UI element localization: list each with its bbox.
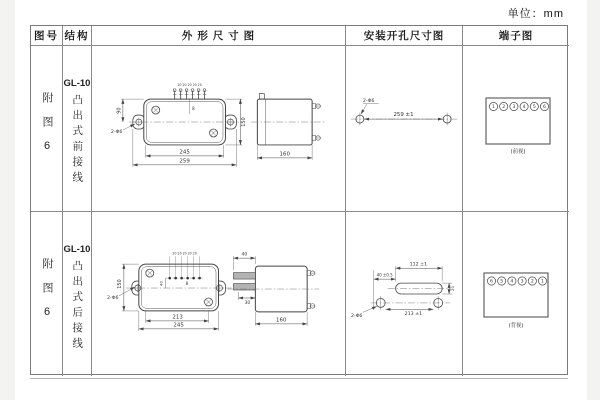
dim-160-label: 160 (279, 150, 290, 157)
row2-terminal-cell (463, 212, 569, 376)
dim-40-offset-label: 40 ±0.5 (376, 272, 393, 278)
sheet-bottom-rule (30, 378, 568, 379)
terminal-circle (540, 102, 548, 110)
unit-label: 单位：mm (507, 8, 564, 20)
terminal-pitch-label: 20 20 20 20 20 (177, 82, 202, 87)
row2-model: GL-10 (63, 244, 91, 255)
svg-text:4: 4 (522, 104, 526, 110)
terminal-circle (489, 102, 497, 110)
side-mount-screw (307, 303, 315, 308)
page-edge-right (587, 0, 600, 400)
row1-structure-text: 凸出式前接线 (71, 94, 84, 187)
row1-figure-no-text: 附图6 (41, 92, 53, 165)
row1-terminal-diagram (463, 46, 569, 212)
dim-160-label: 160 (276, 317, 287, 324)
svg-text:6: 6 (543, 104, 546, 110)
dim-150-label: 150 (240, 116, 247, 127)
dim-213-label: 213 ±1 (404, 311, 423, 317)
terminal-circle (528, 277, 536, 285)
terminal-circle (518, 277, 526, 285)
svg-text:4: 4 (510, 279, 514, 285)
dim-30-label: 30 (244, 300, 251, 306)
row2-figure-no (31, 212, 63, 376)
view-caption: (背视) (508, 323, 524, 329)
dim-8-label: 8 (185, 281, 189, 287)
terminal-circle (487, 277, 495, 285)
row1-install-drawing (346, 46, 462, 212)
dim-213-label: 213 (172, 314, 183, 321)
terminal-circle (498, 277, 506, 285)
svg-text:5: 5 (532, 104, 536, 110)
svg-text:3: 3 (512, 104, 516, 110)
hole-spec-label: 2-Φ6 (362, 98, 375, 104)
header-figure-no: 图号 (31, 26, 63, 46)
rear-terminal-studs (233, 273, 255, 290)
svg-text:6: 6 (490, 279, 493, 285)
terminal-circle (508, 277, 516, 285)
terminal-circle (530, 102, 538, 110)
row2-outline-drawing (92, 212, 345, 376)
terminal-circle (538, 277, 546, 285)
side-terminal-screw (312, 103, 321, 108)
dim-259-label: 259 ±1 (393, 111, 414, 118)
terminal-circle (520, 102, 528, 110)
spec-table (30, 25, 568, 375)
dim-112-label: 112 ±1 (409, 262, 428, 268)
header-install: 安装开孔尺寸图 (346, 26, 463, 46)
dim-40-stud-label: 40 (241, 252, 248, 258)
side-terminal-screw (312, 135, 321, 140)
row1-outline-cell (92, 46, 346, 212)
terminal-studs (173, 88, 206, 98)
row2-structure-text: 凸出式后接线 (71, 260, 84, 353)
dim-90-label: 90 (116, 106, 123, 114)
svg-text:1: 1 (492, 104, 495, 110)
row2-terminal-diagram (463, 212, 569, 376)
row1-model: GL-10 (63, 78, 91, 89)
row2-install-drawing (346, 212, 462, 376)
row1-figure-no (31, 46, 63, 212)
header-structure: 结构 (63, 26, 92, 46)
dim-20-label: 20 (451, 286, 456, 291)
svg-text:1: 1 (541, 279, 544, 285)
row2-install-cell (346, 212, 463, 376)
svg-text:3: 3 (520, 279, 524, 285)
dim-259-label: 259 (179, 157, 190, 164)
row2-outline-cell (92, 212, 346, 376)
page-edge-left (0, 0, 15, 400)
dim-40-label: 40 (158, 281, 164, 286)
dim-150-label: 150 (116, 279, 123, 289)
terminal-circle (510, 102, 518, 110)
hole-spec-label: 2-Φ6 (350, 313, 363, 319)
row1-outline-drawing (92, 46, 345, 212)
view-caption: (前视) (510, 148, 526, 155)
terminal-circle (500, 102, 508, 110)
row1-install-cell (346, 46, 463, 212)
side-mount-screw (307, 271, 315, 276)
svg-text:2: 2 (502, 104, 506, 110)
hole-spec-label: 2-Φ6 (110, 129, 123, 135)
dim-245-label: 245 (173, 322, 184, 329)
header-terminal: 端子图 (463, 26, 569, 46)
row2-structure (63, 212, 92, 376)
svg-text:2: 2 (530, 279, 534, 285)
dim-245-label: 245 (179, 148, 190, 155)
row1-structure (63, 46, 92, 212)
terminal-pitch-label: 20 20 20 20 20 (172, 251, 197, 256)
row2-figure-no-text: 附图6 (41, 257, 53, 331)
svg-text:5: 5 (500, 279, 504, 285)
dim-8-label: 8 (192, 105, 195, 111)
header-outline: 外 形 尺 寸 图 (92, 26, 346, 46)
row1-terminal-cell (463, 46, 569, 212)
hole-spec-label: 2-Φ6 (106, 295, 119, 301)
